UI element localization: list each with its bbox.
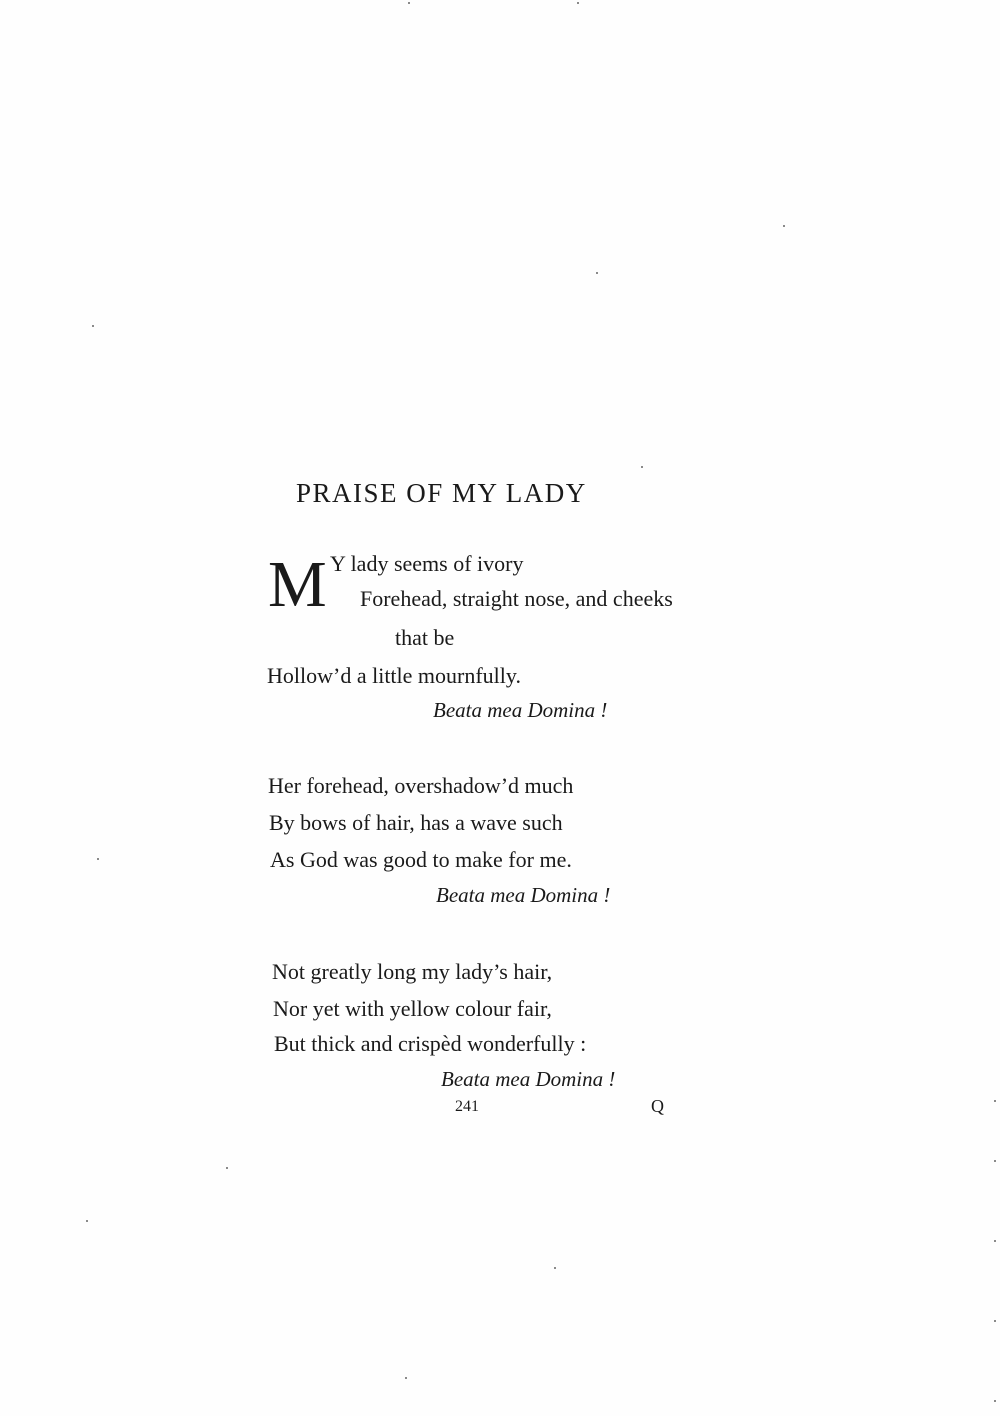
stanza-2-line-2: By bows of hair, has a wave such [269, 810, 563, 835]
stanza-1-line-3: that be [395, 625, 455, 650]
stanza-3-refrain: Beata mea Domina ! [441, 1067, 616, 1091]
scan-speck [596, 272, 598, 274]
scan-speck [994, 1160, 996, 1162]
stanza-1-line-1: Y lady seems of ivory [330, 551, 524, 576]
drop-cap: M [268, 548, 327, 621]
scan-speck [86, 1220, 88, 1222]
scan-speck [994, 1100, 996, 1102]
stanza-1-line-4: Hollow’d a little mournfully. [267, 663, 521, 688]
stanza-2-line-1: Her forehead, overshadow’d much [268, 773, 574, 798]
scan-speck [994, 1240, 996, 1242]
stanza-2-refrain: Beata mea Domina ! [436, 883, 611, 907]
scan-speck [554, 1267, 556, 1269]
signature-mark: Q [651, 1096, 664, 1116]
scan-speck [97, 858, 99, 860]
stanza-2-line-3: As God was good to make for me. [270, 847, 572, 872]
scan-speck [994, 1320, 996, 1322]
scan-speck [226, 1167, 228, 1169]
scan-speck [405, 1377, 407, 1379]
scan-speck [641, 466, 643, 468]
scan-speck [994, 1400, 996, 1402]
scan-speck [577, 2, 579, 4]
scan-speck [783, 225, 785, 227]
stanza-1-refrain: Beata mea Domina ! [433, 698, 608, 722]
stanza-3-line-2: Nor yet with yellow colour fair, [273, 996, 552, 1021]
poem-title: PRAISE OF MY LADY [296, 478, 587, 508]
scan-speck [408, 2, 410, 4]
page-number: 241 [455, 1098, 479, 1115]
stanza-3-line-1: Not greatly long my lady’s hair, [272, 959, 553, 984]
scan-speck [92, 325, 94, 327]
stanza-3-line-3: But thick and crispèd wonderfully : [274, 1031, 587, 1056]
stanza-1-line-2: Forehead, straight nose, and cheeks [360, 586, 673, 611]
